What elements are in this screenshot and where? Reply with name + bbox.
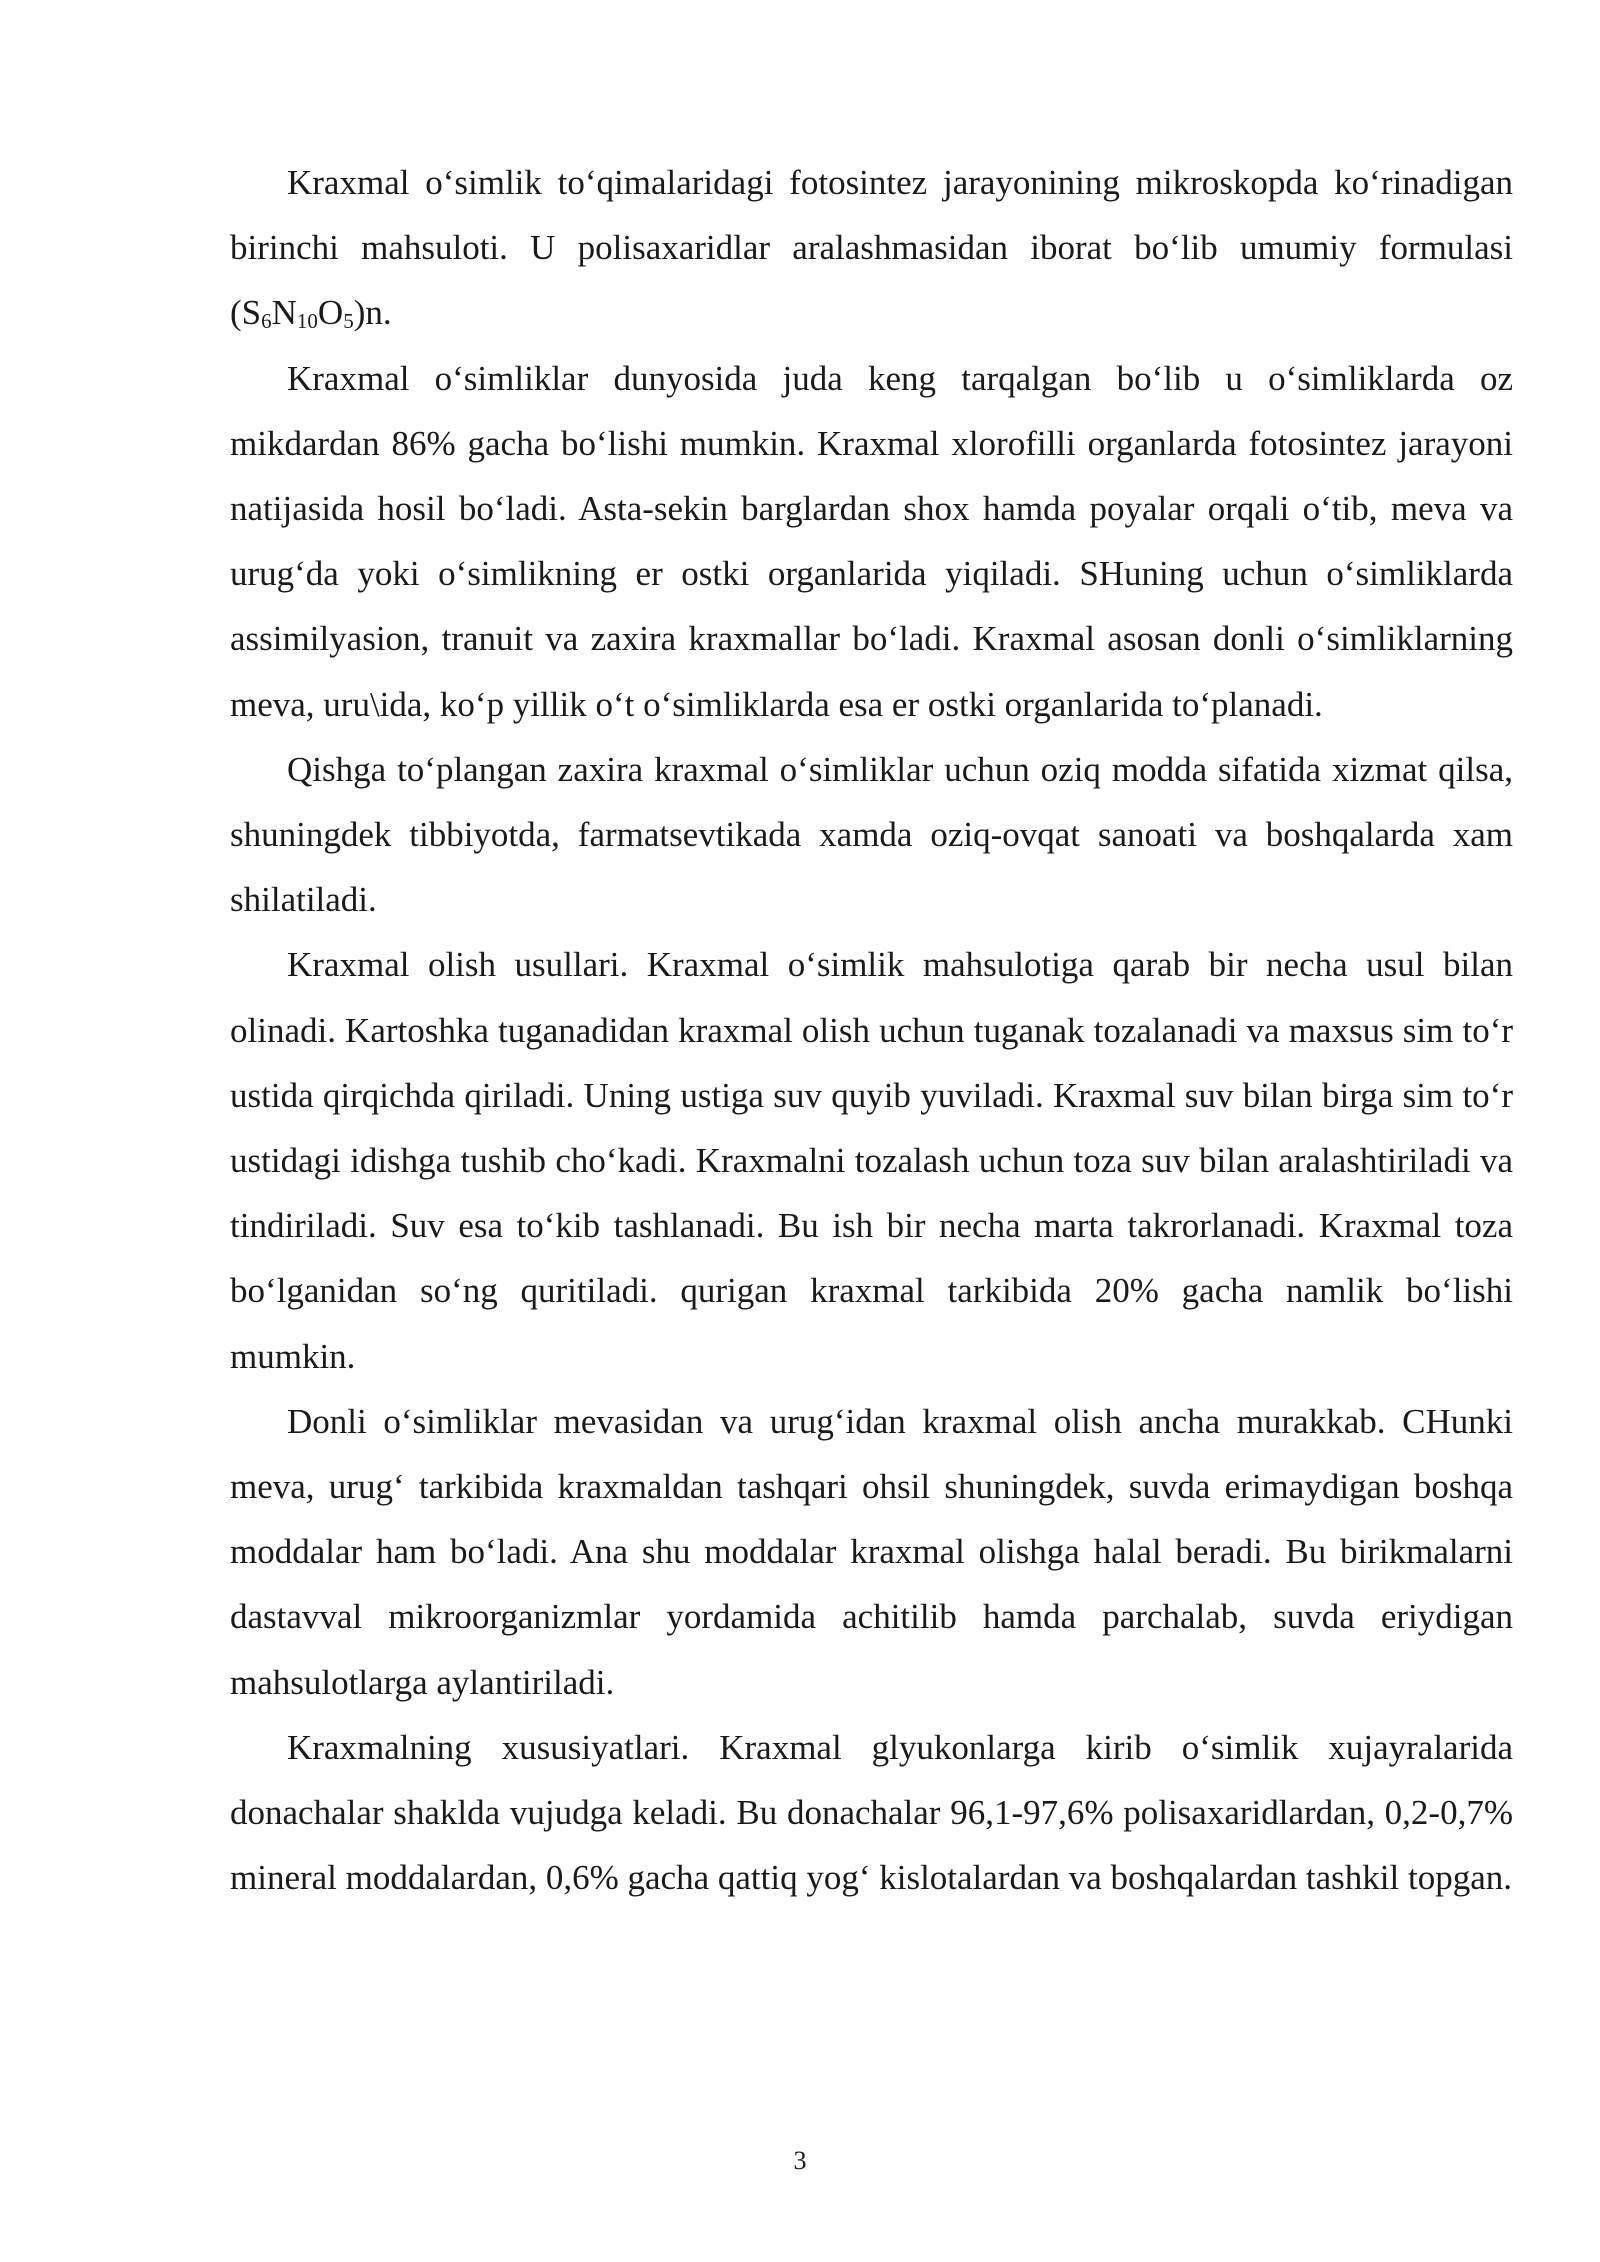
page-body: [230, 150, 1513, 1910]
formula-element: N: [271, 293, 297, 333]
paragraph-reserve-starch-use: Qishga to‘plangan zaxira kraxmal o‘simliklar uchun oziq modda sifatida xizmat qilsa, shuningdek tibbiyotda, farmatsevtikada xamda oziq-ovqat sanoati va boshqalarda xam shilatiladi.: [230, 749, 1513, 920]
paragraph-starch-properties: Kraxmalning xususiyatlari. Kraxmal glyukonlarga kirib o‘simlik xujayralarida donachalar shaklda vujudga keladi. Bu donachalar 96,1-97,6% polisaxaridlardan, 0,2-0,7% mineral moddalardan, 0,6% gacha qattiq yog‘ kislotalardan va boshqalardan tashkil topgan.: [230, 1727, 1513, 1898]
formula-subscript: 6: [261, 309, 272, 334]
formula-element: O: [317, 293, 344, 333]
paragraph-text: Kraxmal o‘simlik to‘qimalaridagi fotosintez jarayonining mikroskopda ko‘rinadigan birinchi mahsuloti. U polisaxaridlar aralashmasidan iborat bo‘lib umumiy formulasi (S: [230, 163, 1513, 333]
formula-subscript: 5: [343, 309, 354, 334]
paragraph-starch-definition: [230, 150, 1513, 346]
formula-subscript: 10: [296, 309, 318, 334]
page-number: 3: [793, 2146, 807, 2175]
paragraph-grain-starch-extraction: Donli o‘simliklar mevasidan va urug‘idan kraxmal olish ancha murakkab. CHunki meva, urug‘ tarkibida kraxmaldan tashqari ohsil shuningdek, suvda erimaydigan boshqa moddalar ham bo‘ladi. Ana shu moddalar kraxmal olishga halal beradi. Bu birikmalarni dastavval mikroorganizmlar yordamida achitilib hamda parchalab, suvda eriydigan mahsulotlarga aylantiriladi.: [230, 1401, 1513, 1702]
paragraph-starch-distribution: Kraxmal o‘simliklar dunyosida juda keng tarqalgan bo‘lib u o‘simliklarda oz mikdardan 86% gacha bo‘lishi mumkin. Kraxmal xlorofilli organlarda fotosintez jarayoni natijasida hosil bo‘ladi. Asta-sekin barglardan shox hamda poyalar orqali o‘tib, meva va urug‘da yoki o‘simlikning er ostki organlarida yiqiladi. SHuning uchun o‘simliklarda assimilyasion, tranuit va zaxira kraxmallar bo‘ladi. Kraxmal asosan donli o‘simliklarning meva, uru\ida, ko‘p yillik o‘t o‘simliklarda esa er ostki organlarida to‘planadi.: [230, 358, 1513, 724]
paragraph-starch-production-methods: Kraxmal olish usullari. Kraxmal o‘simlik mahsulotiga qarab bir necha usul bilan olinadi. Kartoshka tuganadidan kraxmal olish uchun tuganak tozalanadi va maxsus sim to‘r ustida qirqichda qiriladi. Uning ustiga suv quyib yuviladi. Kraxmal suv bilan birga sim to‘r ustidagi idishga tushib cho‘kadi. Kraxmalni tozalash uchun toza suv bilan aralashtiriladi va tindiriladi. Suv esa to‘kib tashlanadi. Bu ish bir necha marta takrorlanadi. Kraxmal toza bo‘lganidan so‘ng quritiladi. qurigan kraxmal tarkibida 20% gacha namlik bo‘lishi mumkin.: [230, 945, 1513, 1376]
formula-suffix: )n.: [353, 293, 392, 333]
